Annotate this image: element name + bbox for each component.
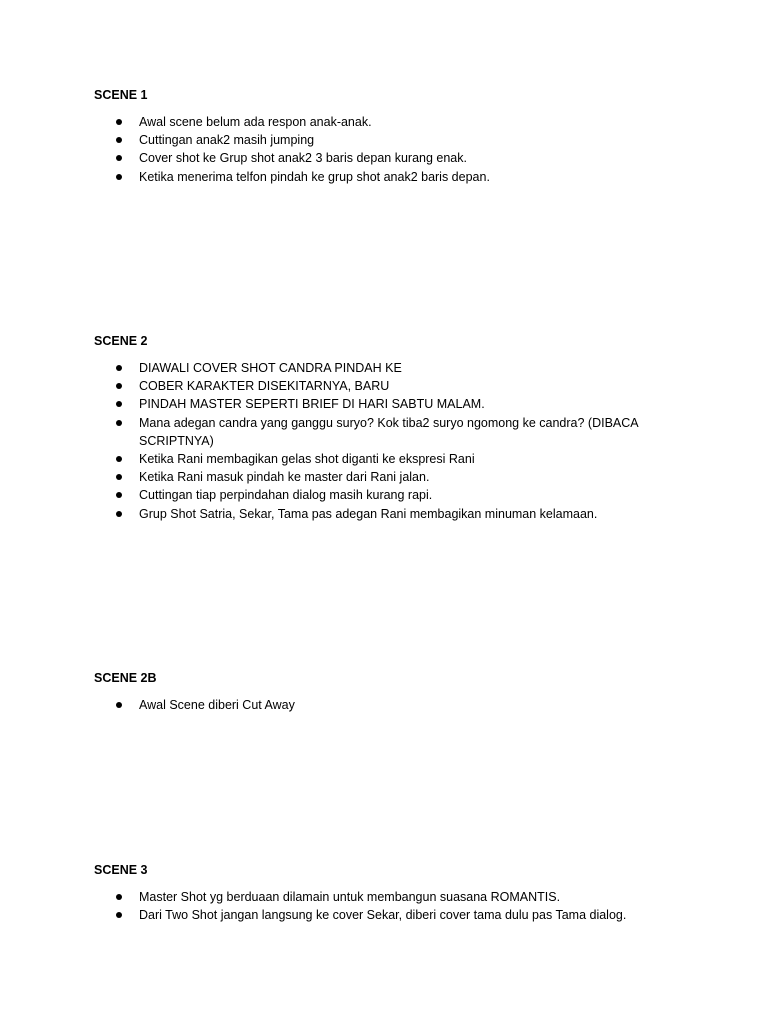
list-item-text: Mana adegan candra yang ganggu suryo? Kok tiba2 suryo ngomong ke candra? (DIBACA SCRIPTNYA) [139,415,638,448]
scene-2b-heading: SCENE 2B [94,671,157,685]
list-item [94,888,714,906]
scene-3-heading: SCENE 3 [94,863,148,877]
list-item-text: PINDAH MASTER SEPERTI BRIEF DI HARI SABTU MALAM. [139,397,485,412]
scene-3-section [94,861,714,924]
list-item [94,131,714,149]
bullet-icon [116,174,122,180]
list-item-text: Awal scene belum ada respon anak-anak. [139,115,372,129]
list-item-text: Grup Shot Satria, Sekar, Tama pas adegan Rani membagikan minuman kelamaan. [139,506,598,521]
bullet-icon [116,511,122,517]
scene-2-heading: SCENE 2 [94,334,148,348]
scene-1-section [94,86,714,186]
list-item-text: Ketika Rani membagikan gelas shot diganti ke ekspresi Rani [139,452,475,467]
bullet-icon [116,912,122,918]
list-item-text: Cuttingan tiap perpindahan dialog masih kurang rapi. [139,488,433,503]
list-item [94,395,714,413]
list-item [94,149,714,167]
scene-2-list [94,359,714,523]
bullet-icon [116,702,122,708]
list-item [94,696,714,714]
list-item-text: Awal Scene diberi Cut Away [139,698,295,712]
bullet-icon [116,420,122,426]
bullet-icon [116,401,122,407]
scene-2b-list [94,696,714,714]
bullet-icon [116,383,122,389]
list-item-text: Dari Two Shot jangan langsung ke cover Sekar, diberi cover tama dulu pas Tama dialog. [139,908,627,923]
list-item [94,505,714,523]
list-item [94,113,714,131]
bullet-icon [116,155,122,161]
list-item-text: DIAWALI COVER SHOT CANDRA PINDAH KE [139,361,402,375]
list-item [94,450,714,468]
list-item [94,468,714,486]
scene-3-list [94,888,714,924]
bullet-icon [116,894,122,900]
scene-2b-section [94,669,714,714]
list-item-text: Ketika menerima telfon pindah ke grup shot anak2 baris depan. [139,169,490,184]
bullet-icon [116,137,122,143]
scene-1-list [94,113,714,186]
list-item [94,906,714,924]
list-item-text: COBER KARAKTER DISEKITARNYA, BARU [139,379,390,394]
list-item [94,486,714,504]
list-item [94,377,714,395]
bullet-icon [116,456,122,462]
list-item [94,414,714,450]
list-item-text: Master Shot yg berduaan dilamain untuk membangun suasana ROMANTIS. [139,890,561,904]
list-item-text: Cover shot ke Grup shot anak2 3 baris depan kurang enak. [139,151,467,166]
list-item-text: Ketika Rani masuk pindah ke master dari Rani jalan. [139,470,430,485]
list-item-text: Cuttingan anak2 masih jumping [139,133,315,148]
bullet-icon [116,119,122,125]
bullet-icon [116,365,122,371]
bullet-icon [116,492,122,498]
list-item [94,168,714,186]
scene-2-section [94,332,714,523]
list-item [94,359,714,377]
bullet-icon [116,474,122,480]
scene-1-heading: SCENE 1 [94,88,148,102]
